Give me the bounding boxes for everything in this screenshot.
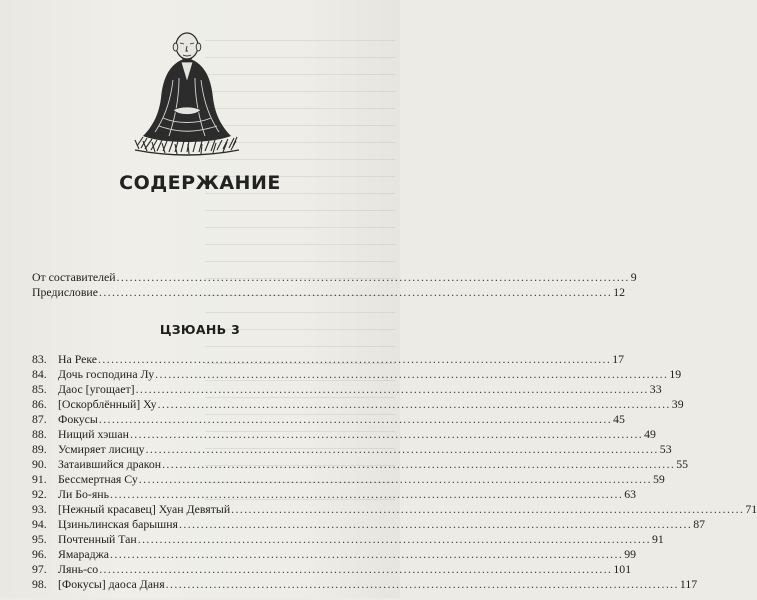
toc-entry[interactable] — [32, 472, 665, 487]
toc-label: Почтенный Тан — [58, 532, 137, 546]
toc-page-number: 12 — [613, 285, 625, 299]
toc-page-number: 49 — [644, 427, 656, 441]
toc-leader-dots: ...................................................................................................................... — [116, 270, 630, 284]
toc-number: 98. — [32, 577, 47, 591]
toc-label: Предисловие — [32, 285, 98, 299]
toc-page-number: 39 — [671, 397, 684, 411]
toc-label: Даос [угощает] — [58, 382, 135, 396]
toc-entry[interactable] — [32, 532, 664, 547]
toc-label: Дочь господина Лу — [58, 367, 155, 381]
toc-leader-dots: ...................................................................................................................... — [98, 412, 613, 426]
toc-label: Ли Бо-янь — [58, 487, 109, 501]
toc-leader-dots: ...................................................................................................................... — [110, 547, 624, 561]
toc-entry[interactable] — [32, 367, 682, 382]
toc-page-number: 33 — [649, 382, 662, 396]
toc-page-number: 45 — [613, 412, 625, 426]
toc-page-number: 117 — [679, 577, 698, 591]
toc-leader-dots: ...................................................................................................................... — [98, 352, 612, 366]
toc-number: 92. — [32, 487, 47, 501]
toc-number: 95. — [32, 532, 47, 546]
toc-label: Нищий хэшан — [58, 427, 129, 441]
toc-label: Бессмертная Су — [58, 472, 138, 486]
toc-entry[interactable] — [32, 412, 625, 427]
toc-entry[interactable] — [32, 427, 656, 442]
toc-label: Лянь-со — [58, 562, 99, 576]
toc-page-number: 53 — [659, 442, 672, 456]
toc-page-number: 17 — [612, 352, 625, 366]
toc-label: [Фокусы] даоса Даня — [58, 577, 165, 591]
toc-leader-dots: ...................................................................................................................... — [231, 502, 745, 516]
toc-number: 84. — [32, 367, 47, 381]
toc-number: 89. — [32, 442, 47, 456]
toc-label: На Реке — [58, 352, 98, 366]
toc-label: От составителей — [32, 270, 116, 284]
toc-front-matter-1[interactable] — [32, 285, 625, 300]
toc-leader-dots: ...................................................................................................................... — [179, 517, 693, 531]
toc-leader-dots: ...................................................................................................................... — [165, 577, 679, 591]
toc-leader-dots: ...................................................................................................................... — [162, 457, 676, 471]
toc-number: 88. — [32, 427, 47, 441]
toc-label: Затаившийся дракон — [58, 457, 162, 471]
toc-page-number: 59 — [653, 472, 665, 486]
toc-leader-dots: ...................................................................................................................... — [155, 367, 669, 381]
toc-page-number: 91 — [651, 532, 664, 546]
toc-leader-dots: ...................................................................................................................... — [109, 487, 624, 501]
toc-entry[interactable] — [32, 442, 672, 457]
toc-page-number: 55 — [676, 457, 689, 471]
toc-leader-dots: ...................................................................................................................... — [98, 285, 613, 299]
toc-entry[interactable] — [32, 517, 706, 532]
toc-number: 86. — [32, 397, 47, 411]
toc-number: 83. — [32, 352, 47, 366]
toc-number: 91. — [32, 472, 47, 486]
toc-page-number: 87 — [693, 517, 706, 531]
toc-entry[interactable] — [32, 562, 632, 577]
toc-number: 94. — [32, 517, 47, 531]
meditating-monk-illustration — [133, 18, 241, 164]
toc-entry[interactable] — [32, 382, 662, 397]
toc-label: Усмиряет лисицу — [58, 442, 145, 456]
toc-number: 93. — [32, 502, 47, 516]
toc-label: [Нежный красавец] Хуан Девятый — [58, 502, 231, 516]
toc-entry[interactable] — [32, 487, 636, 502]
toc-front-matter-0[interactable] — [32, 270, 637, 285]
toc-page-number: 19 — [669, 367, 682, 381]
toc-entry[interactable] — [32, 352, 625, 367]
toc-number: 90. — [32, 457, 47, 471]
toc-number: 97. — [32, 562, 47, 576]
toc-page-number: 71 — [745, 502, 757, 516]
toc-page-number: 63 — [624, 487, 636, 501]
toc-number: 85. — [32, 382, 47, 396]
toc-entry[interactable] — [32, 577, 698, 592]
toc-leader-dots: ...................................................................................................................... — [137, 532, 651, 546]
section-heading: ЦЗЮАНЬ 3 — [159, 322, 241, 337]
toc-number: 96. — [32, 547, 47, 561]
page-title: СОДЕРЖАНИЕ — [119, 172, 281, 194]
toc-page-number: 99 — [624, 547, 637, 561]
toc-page-number: 9 — [630, 270, 637, 284]
toc-entry[interactable] — [32, 397, 684, 412]
toc-label: Фокусы — [58, 412, 98, 426]
toc-entry[interactable] — [32, 502, 757, 517]
toc-label: Ямараджа — [58, 547, 110, 561]
toc-leader-dots: ...................................................................................................................... — [99, 562, 613, 576]
toc-number: 87. — [32, 412, 47, 426]
toc-leader-dots: ...................................................................................................................... — [157, 397, 671, 411]
toc-entry[interactable] — [32, 457, 689, 472]
toc-leader-dots: ...................................................................................................................... — [145, 442, 659, 456]
toc-page-number: 101 — [613, 562, 632, 576]
toc-leader-dots: ...................................................................................................................... — [138, 472, 652, 486]
toc-label: Цзиньлинская барышня — [58, 517, 178, 531]
toc-entry[interactable] — [32, 547, 637, 562]
toc-leader-dots: ...................................................................................................................... — [135, 382, 649, 396]
toc-label: [Оскорблённый] Ху — [58, 397, 157, 411]
toc-leader-dots: ...................................................................................................................... — [129, 427, 644, 441]
